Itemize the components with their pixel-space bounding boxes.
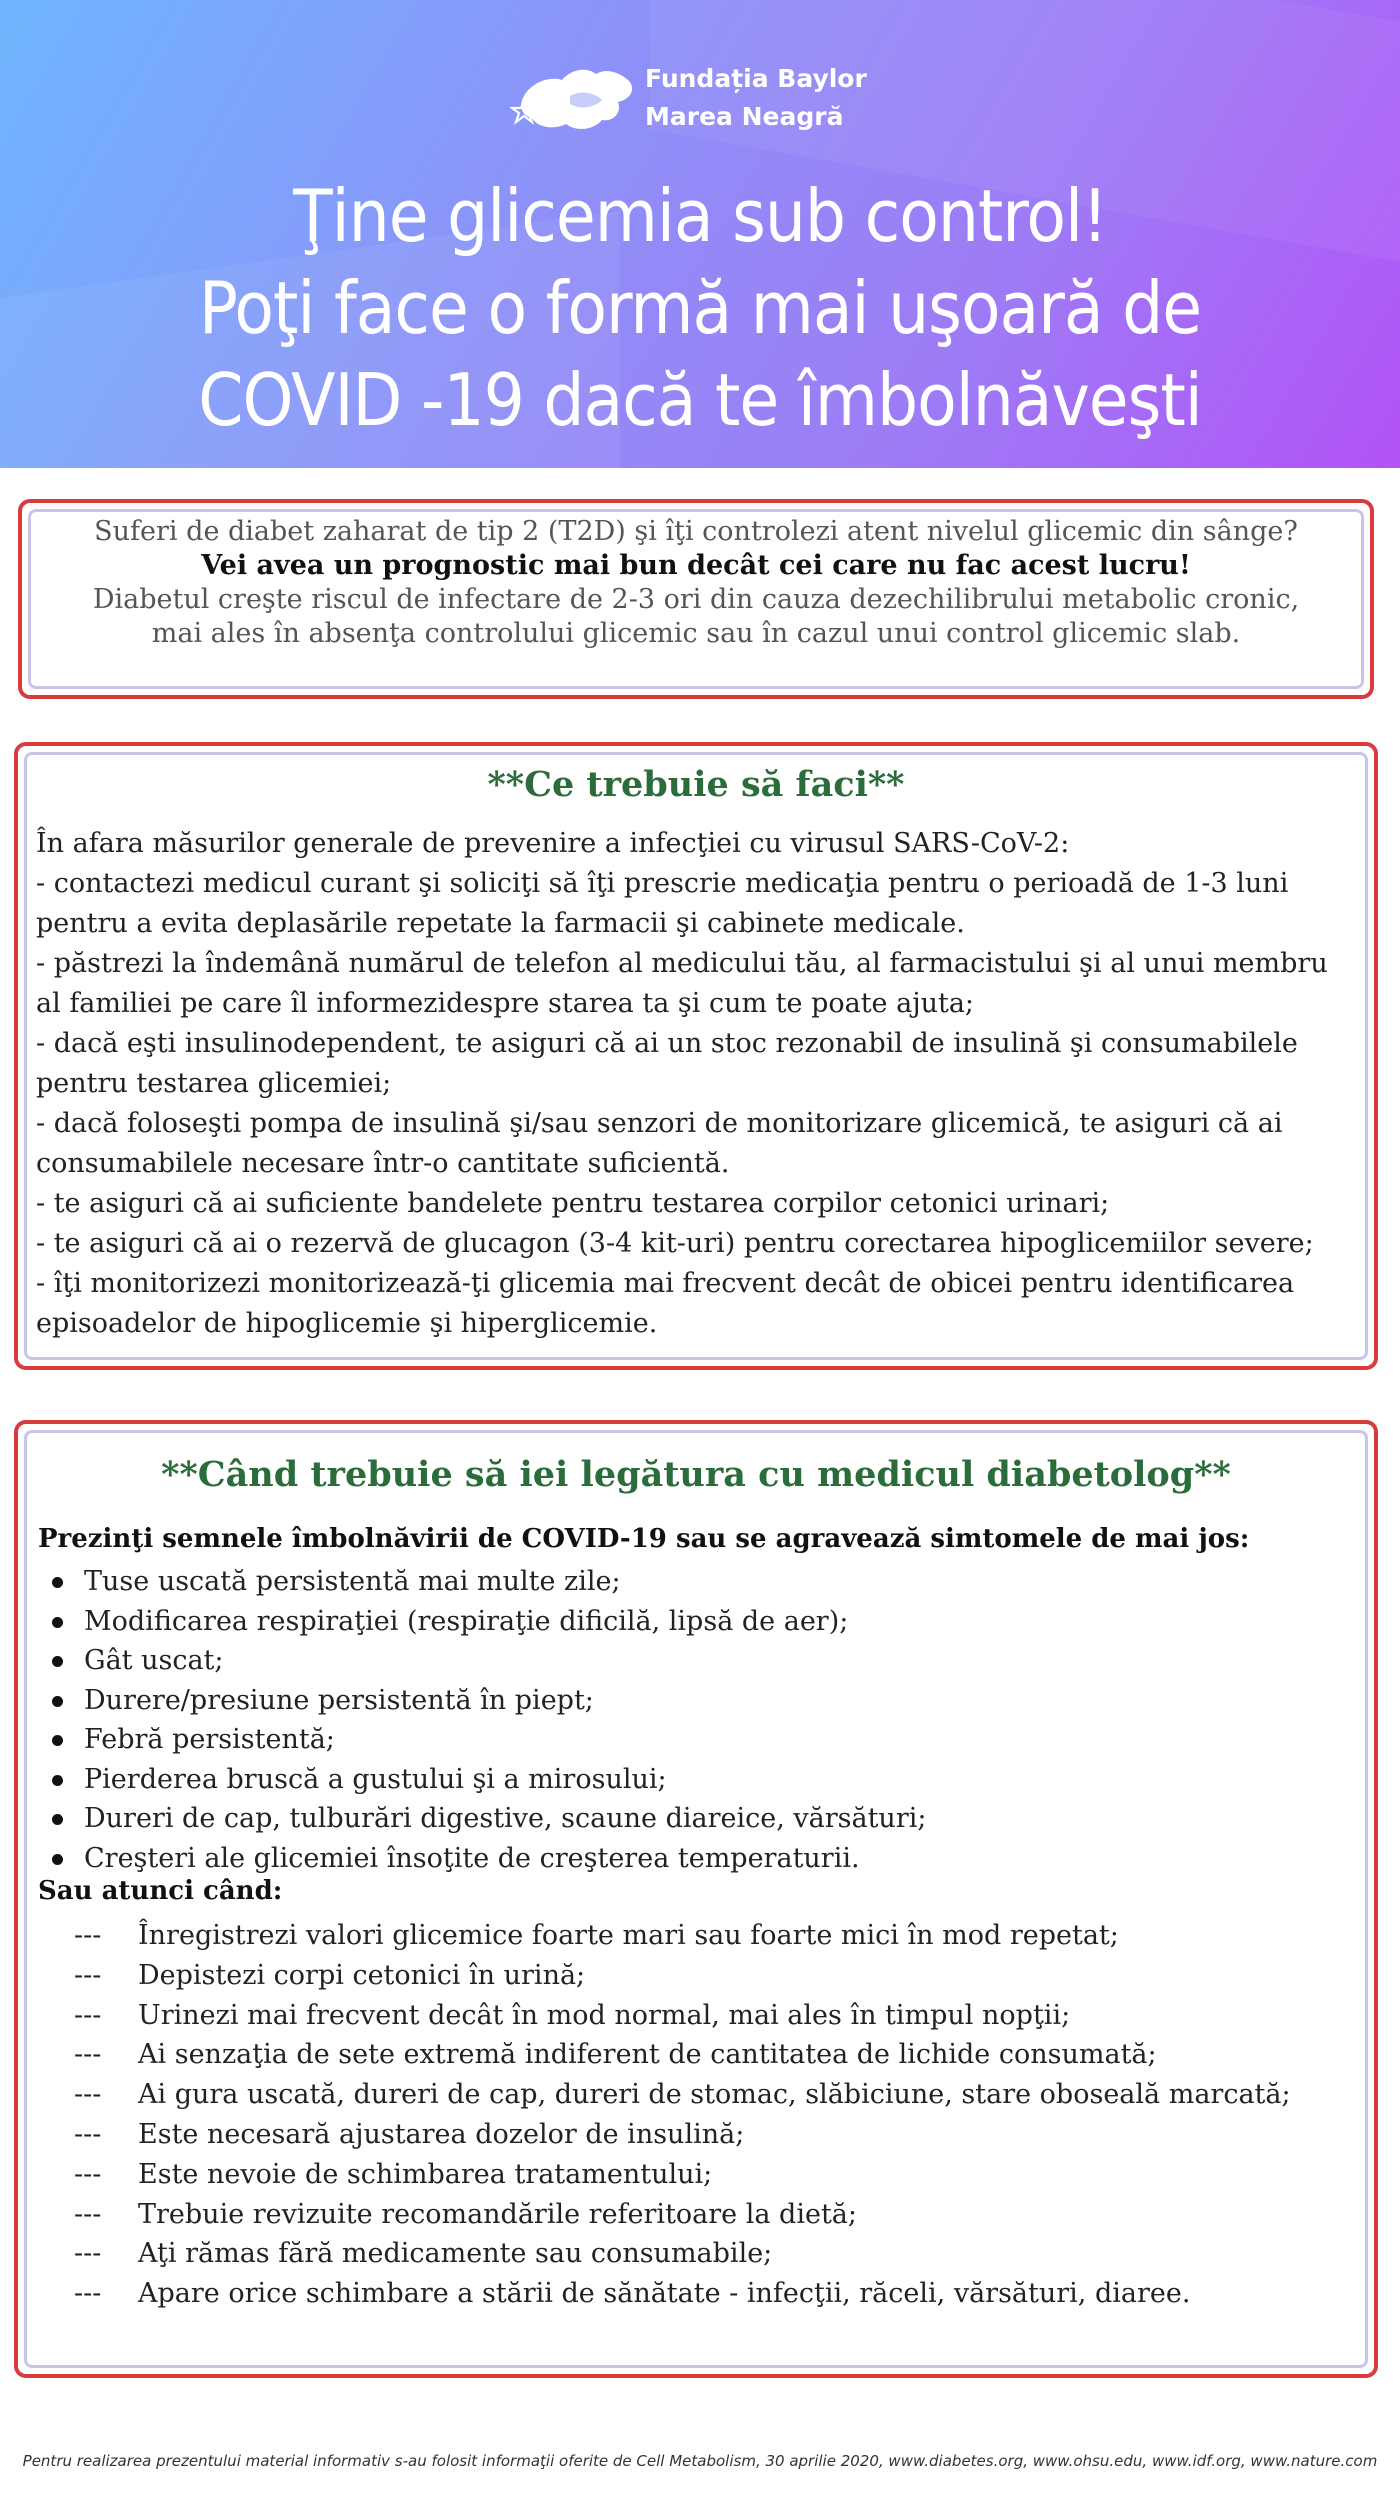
bullet-icon bbox=[52, 1775, 63, 1786]
title-line: Poţi face o formă mai uşoară de bbox=[198, 266, 1202, 350]
condition-text: Apare orice schimbare a stării de sănătate - infecţii, răceli, vărsături, diaree. bbox=[138, 2278, 1191, 2310]
symptom-text: Modificarea respiraţiei (respiraţie dificilă, lipsă de aer); bbox=[84, 1605, 849, 1637]
symptom-text: Febră persistentă; bbox=[84, 1724, 335, 1755]
conditions-list bbox=[74, 1916, 1291, 2314]
what-to-do-box bbox=[14, 742, 1378, 1370]
advice-item: - te asiguri că ai o rezervă de glucagon (3-4 kit-uri) pentru corectarea hipoglicemiilor severe; bbox=[36, 1228, 1314, 1259]
symptom-item bbox=[48, 1641, 926, 1681]
dash-marker: --- bbox=[74, 2079, 102, 2111]
bullet-icon bbox=[52, 1656, 63, 1667]
condition-item bbox=[74, 1996, 1291, 2036]
condition-item bbox=[74, 2115, 1291, 2155]
condition-text: Înregistrezi valori glicemice foarte mari sau foarte mici în mod repetat; bbox=[138, 1920, 1119, 1951]
dash-marker: --- bbox=[74, 1959, 102, 1991]
dash-marker: --- bbox=[74, 2278, 102, 2310]
org-logo bbox=[510, 56, 890, 146]
intro-emphasis: Vei avea un prognostic mai bun decât cei care nu fac acest lucru! bbox=[201, 550, 1191, 581]
section-title: **Ce trebuie să faci** bbox=[487, 764, 905, 805]
symptom-item bbox=[48, 1799, 926, 1839]
symptom-text: Pierderea bruscă a gustului şi a mirosului; bbox=[84, 1763, 667, 1795]
contact-doctor-box bbox=[14, 1420, 1378, 2378]
header-banner bbox=[0, 0, 1400, 468]
symptom-item bbox=[48, 1720, 926, 1760]
condition-item bbox=[74, 2274, 1291, 2314]
bullet-icon bbox=[52, 1617, 63, 1628]
condition-text: Ai senzaţia de sete extremă indiferent de cantitatea de lichide consumată; bbox=[138, 2039, 1157, 2071]
advice-item: - contactezi medicul curant şi soliciţi să îţi prescrie medicaţia pentru o perioadă de 1-3 luni pentru a evita deplasările repetate la farmacii şi cabinete medicale. bbox=[36, 868, 1289, 939]
symptoms-list bbox=[48, 1562, 926, 1878]
what-to-do-list bbox=[36, 824, 1348, 1344]
symptom-item bbox=[48, 1602, 926, 1642]
advice-item: - dacă foloseşti pompa de insulină şi/sau senzori de monitorizare glicemică, te asiguri că ai consumabilele necesare într-o cantitate suficientă. bbox=[36, 1108, 1283, 1179]
bullet-icon bbox=[52, 1577, 63, 1588]
symptom-text: Gât uscat; bbox=[84, 1645, 224, 1676]
dash-marker: --- bbox=[74, 1920, 102, 1951]
intro-line: Suferi de diabet zaharat de tip 2 (T2D) şi îţi controlezi atent nivelul glicemic din sânge? bbox=[94, 516, 1298, 547]
symptom-item bbox=[48, 1681, 926, 1721]
bullet-icon bbox=[52, 1854, 63, 1865]
condition-text: Este nevoie de schimbarea tratamentului; bbox=[138, 2158, 713, 2190]
advice-item: - păstrezi la îndemână numărul de telefon al medicului tău, al farmacistului şi al unui membru al familiei pe care îl informezidespre starea ta şi cum te poate ajuta; bbox=[36, 948, 1328, 1019]
dash-marker: --- bbox=[74, 2158, 102, 2190]
intro-box bbox=[18, 499, 1374, 699]
bullet-icon bbox=[52, 1696, 63, 1707]
title-line: Ţine glicemia sub control! bbox=[293, 174, 1107, 258]
conditions-lead: Sau atunci când: bbox=[38, 1876, 283, 1906]
intro-text bbox=[42, 515, 1350, 651]
condition-item bbox=[74, 1956, 1291, 1996]
advice-item: - îţi monitorizezi monitorizează-ţi glicemia mai frecvent decât de obicei pentru identificarea episoadelor de hipoglicemie şi hiperglicemie. bbox=[36, 1268, 1295, 1339]
symptoms-lead: Prezinţi semnele îmbolnăvirii de COVID-19 sau se agravează simtomele de mai jos: bbox=[38, 1524, 1250, 1554]
bullet-icon bbox=[52, 1735, 63, 1746]
dash-marker: --- bbox=[74, 2039, 102, 2071]
advice-item: - dacă eşti insulinodependent, te asiguri că ai un stoc rezonabil de insulină şi consumabilele pentru testarea glicemiei; bbox=[36, 1028, 1298, 1099]
section-title: **Când trebuie să iei legătura cu medicul diabetolog** bbox=[161, 1454, 1231, 1495]
dash-marker: --- bbox=[74, 1999, 102, 2031]
advice-item: În afara măsurilor generale de prevenire a infecţiei cu virusul SARS-CoV-2: bbox=[36, 828, 1070, 859]
condition-text: Ai gura uscată, dureri de cap, dureri de stomac, slăbiciune, stare oboseală marcată; bbox=[138, 2079, 1291, 2111]
condition-text: Trebuie revizuite recomandările referitoare la dietă; bbox=[138, 2198, 857, 2230]
symptom-item bbox=[48, 1839, 926, 1879]
page-title bbox=[0, 170, 1400, 446]
condition-text: Urinezi mai frecvent decât în mod normal, mai ales în timpul nopţii; bbox=[138, 1999, 1071, 2031]
symptom-text: Creşteri ale glicemiei însoţite de creşterea temperaturii. bbox=[84, 1842, 860, 1874]
symptom-item bbox=[48, 1562, 926, 1602]
condition-item bbox=[74, 2234, 1291, 2274]
condition-text: Aţi rămas fără medicamente sau consumabile; bbox=[138, 2238, 773, 2270]
condition-item bbox=[74, 2195, 1291, 2235]
symptom-text: Durere/presiune persistentă în piept; bbox=[84, 1684, 594, 1716]
symptom-item bbox=[48, 1760, 926, 1800]
footer-sources: Pentru realizarea prezentului material informativ s-au folosit informaţii oferite de Cell Metabolism, 30 aprilie 2020, www.diabetes.org, www.ohsu.edu, www.idf.org, www.nature.com bbox=[22, 2452, 1378, 2470]
condition-item bbox=[74, 2035, 1291, 2075]
title-line: COVID -19 dacă te îmbolnăveşti bbox=[198, 358, 1202, 442]
intro-line: mai ales în absenţa controlului glicemic sau în cazul unui control glicemic slab. bbox=[151, 618, 1241, 649]
symptom-text: Tuse uscată persistentă mai multe zile; bbox=[84, 1566, 621, 1597]
condition-text: Este necesară ajustarea dozelor de insulină; bbox=[138, 2118, 745, 2150]
org-name-line2: Marea Neagră bbox=[645, 102, 844, 131]
symptom-text: Dureri de cap, tulburări digestive, scaune diareice, vărsături; bbox=[84, 1803, 927, 1834]
condition-item bbox=[74, 1916, 1291, 1956]
black-sea-map-icon bbox=[510, 56, 640, 146]
condition-text: Depistezi corpi cetonici în urină; bbox=[138, 1959, 586, 1991]
dash-marker: --- bbox=[74, 2118, 102, 2150]
condition-item bbox=[74, 2155, 1291, 2195]
intro-line: Diabetul creşte riscul de infectare de 2-3 ori din cauza dezechilibrului metabolic cronic, bbox=[92, 584, 1300, 615]
org-name-line1: Fundația Baylor bbox=[645, 64, 867, 93]
advice-item: - te asiguri că ai suficiente bandelete pentru testarea corpilor cetonici urinari; bbox=[36, 1188, 1110, 1219]
dash-marker: --- bbox=[74, 2238, 102, 2270]
condition-item bbox=[74, 2075, 1291, 2115]
dash-marker: --- bbox=[74, 2198, 102, 2230]
bullet-icon bbox=[52, 1814, 63, 1825]
